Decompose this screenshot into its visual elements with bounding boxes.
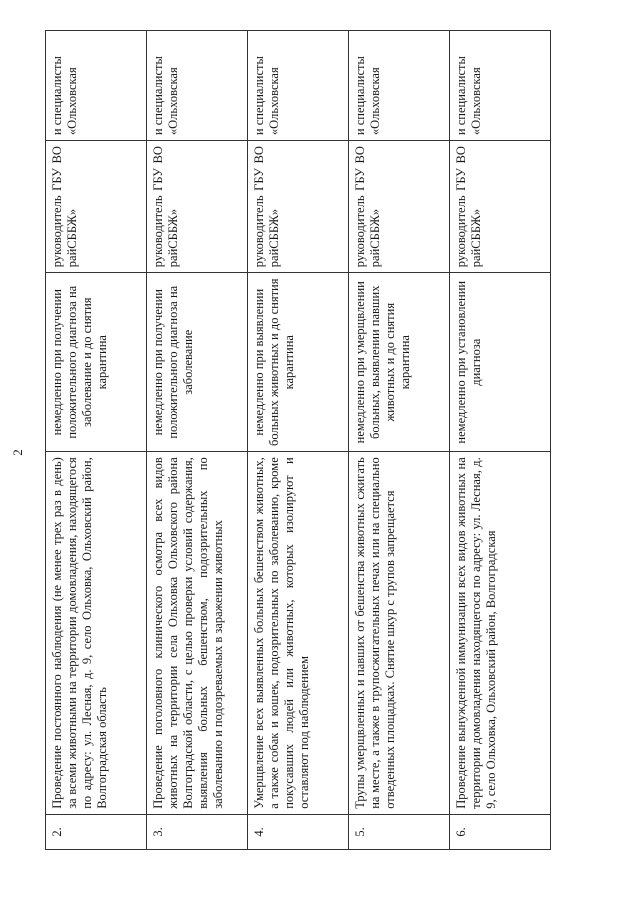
table-row [349, 31, 450, 850]
executors-cell: и специалисты «Ольховская [450, 31, 551, 141]
measure-text: Проведение постоянного наблюдения (не менее трех раз в день) за всеми животными на территории домовладения, находящегося по адресу: ул. Лесная, д. 9, село Ольховка, Ольховский район, Волгоградская область [46, 452, 147, 815]
row-number: 4. [248, 814, 349, 849]
table-row [147, 31, 248, 850]
row-number: 2. [46, 814, 147, 849]
row-number: 6. [450, 814, 551, 849]
deadline-cell: немедленно при установлении диагноза [450, 273, 551, 452]
table-row [450, 31, 551, 850]
executors-cell: и специалисты «Ольховская [46, 31, 147, 141]
measure-text: Проведение поголовного клинического осмотра всех видов животных на территории села Ольховка Ольховского района Волгоградской области, с целью проверки условий содержания, выявления больных бешенством, подозрительных по заболеванию и подозреваемых в заражении животных [147, 452, 248, 815]
deadline-cell: немедленно при умерщвлении больных, выявлении павших животных и до снятия карантина [349, 273, 450, 452]
responsible-cell: руководитель ГБУ ВО райСББЖ» [46, 141, 147, 273]
measure-text: Трупы умерщвленных и павших от бешенства животных сжигать на месте, а также в трупосжигательных печах или на специально отведенных площадках. Снятие шкур с трупов запрещается [349, 452, 450, 815]
deadline-cell: немедленно при выявлении больных животных и до снятия карантина [248, 273, 349, 452]
responsible-cell: руководитель ГБУ ВО райСББЖ» [147, 141, 248, 273]
table-row [248, 31, 349, 850]
responsible-cell: руководитель ГБУ ВО райСББЖ» [349, 141, 450, 273]
row-number: 5. [349, 814, 450, 849]
page-number: 2 [10, 449, 25, 456]
deadline-cell: немедленно при получении положительного диагноза на заболевание и до снятия карантина [46, 273, 147, 452]
measure-text: Умерщвление всех выявленных больных бешенством животных, а также собак и кошек, подозрительных по заболеванию, кроме покусавших людей или животных, которых изолируют и оставляют под наблюдением [248, 452, 349, 815]
deadline-cell: немедленно при получении положительного диагноза на заболевание [147, 273, 248, 452]
measure-text: Проведение вынужденной иммунизации всех видов животных на территории домовладения находящегося по адресу: ул. Лесная, д. 9, село Ольховка, Ольховский район, Волгоградская [450, 452, 551, 815]
responsible-cell: руководитель ГБУ ВО райСББЖ» [450, 141, 551, 273]
executors-cell: и специалисты «Ольховская [349, 31, 450, 141]
responsible-cell: руководитель ГБУ ВО райСББЖ» [248, 141, 349, 273]
executors-cell: и специалисты «Ольховская [147, 31, 248, 141]
measures-table [45, 30, 551, 850]
row-number: 3. [147, 814, 248, 849]
table-row [46, 31, 147, 850]
executors-cell: и специалисты «Ольховская [248, 31, 349, 141]
